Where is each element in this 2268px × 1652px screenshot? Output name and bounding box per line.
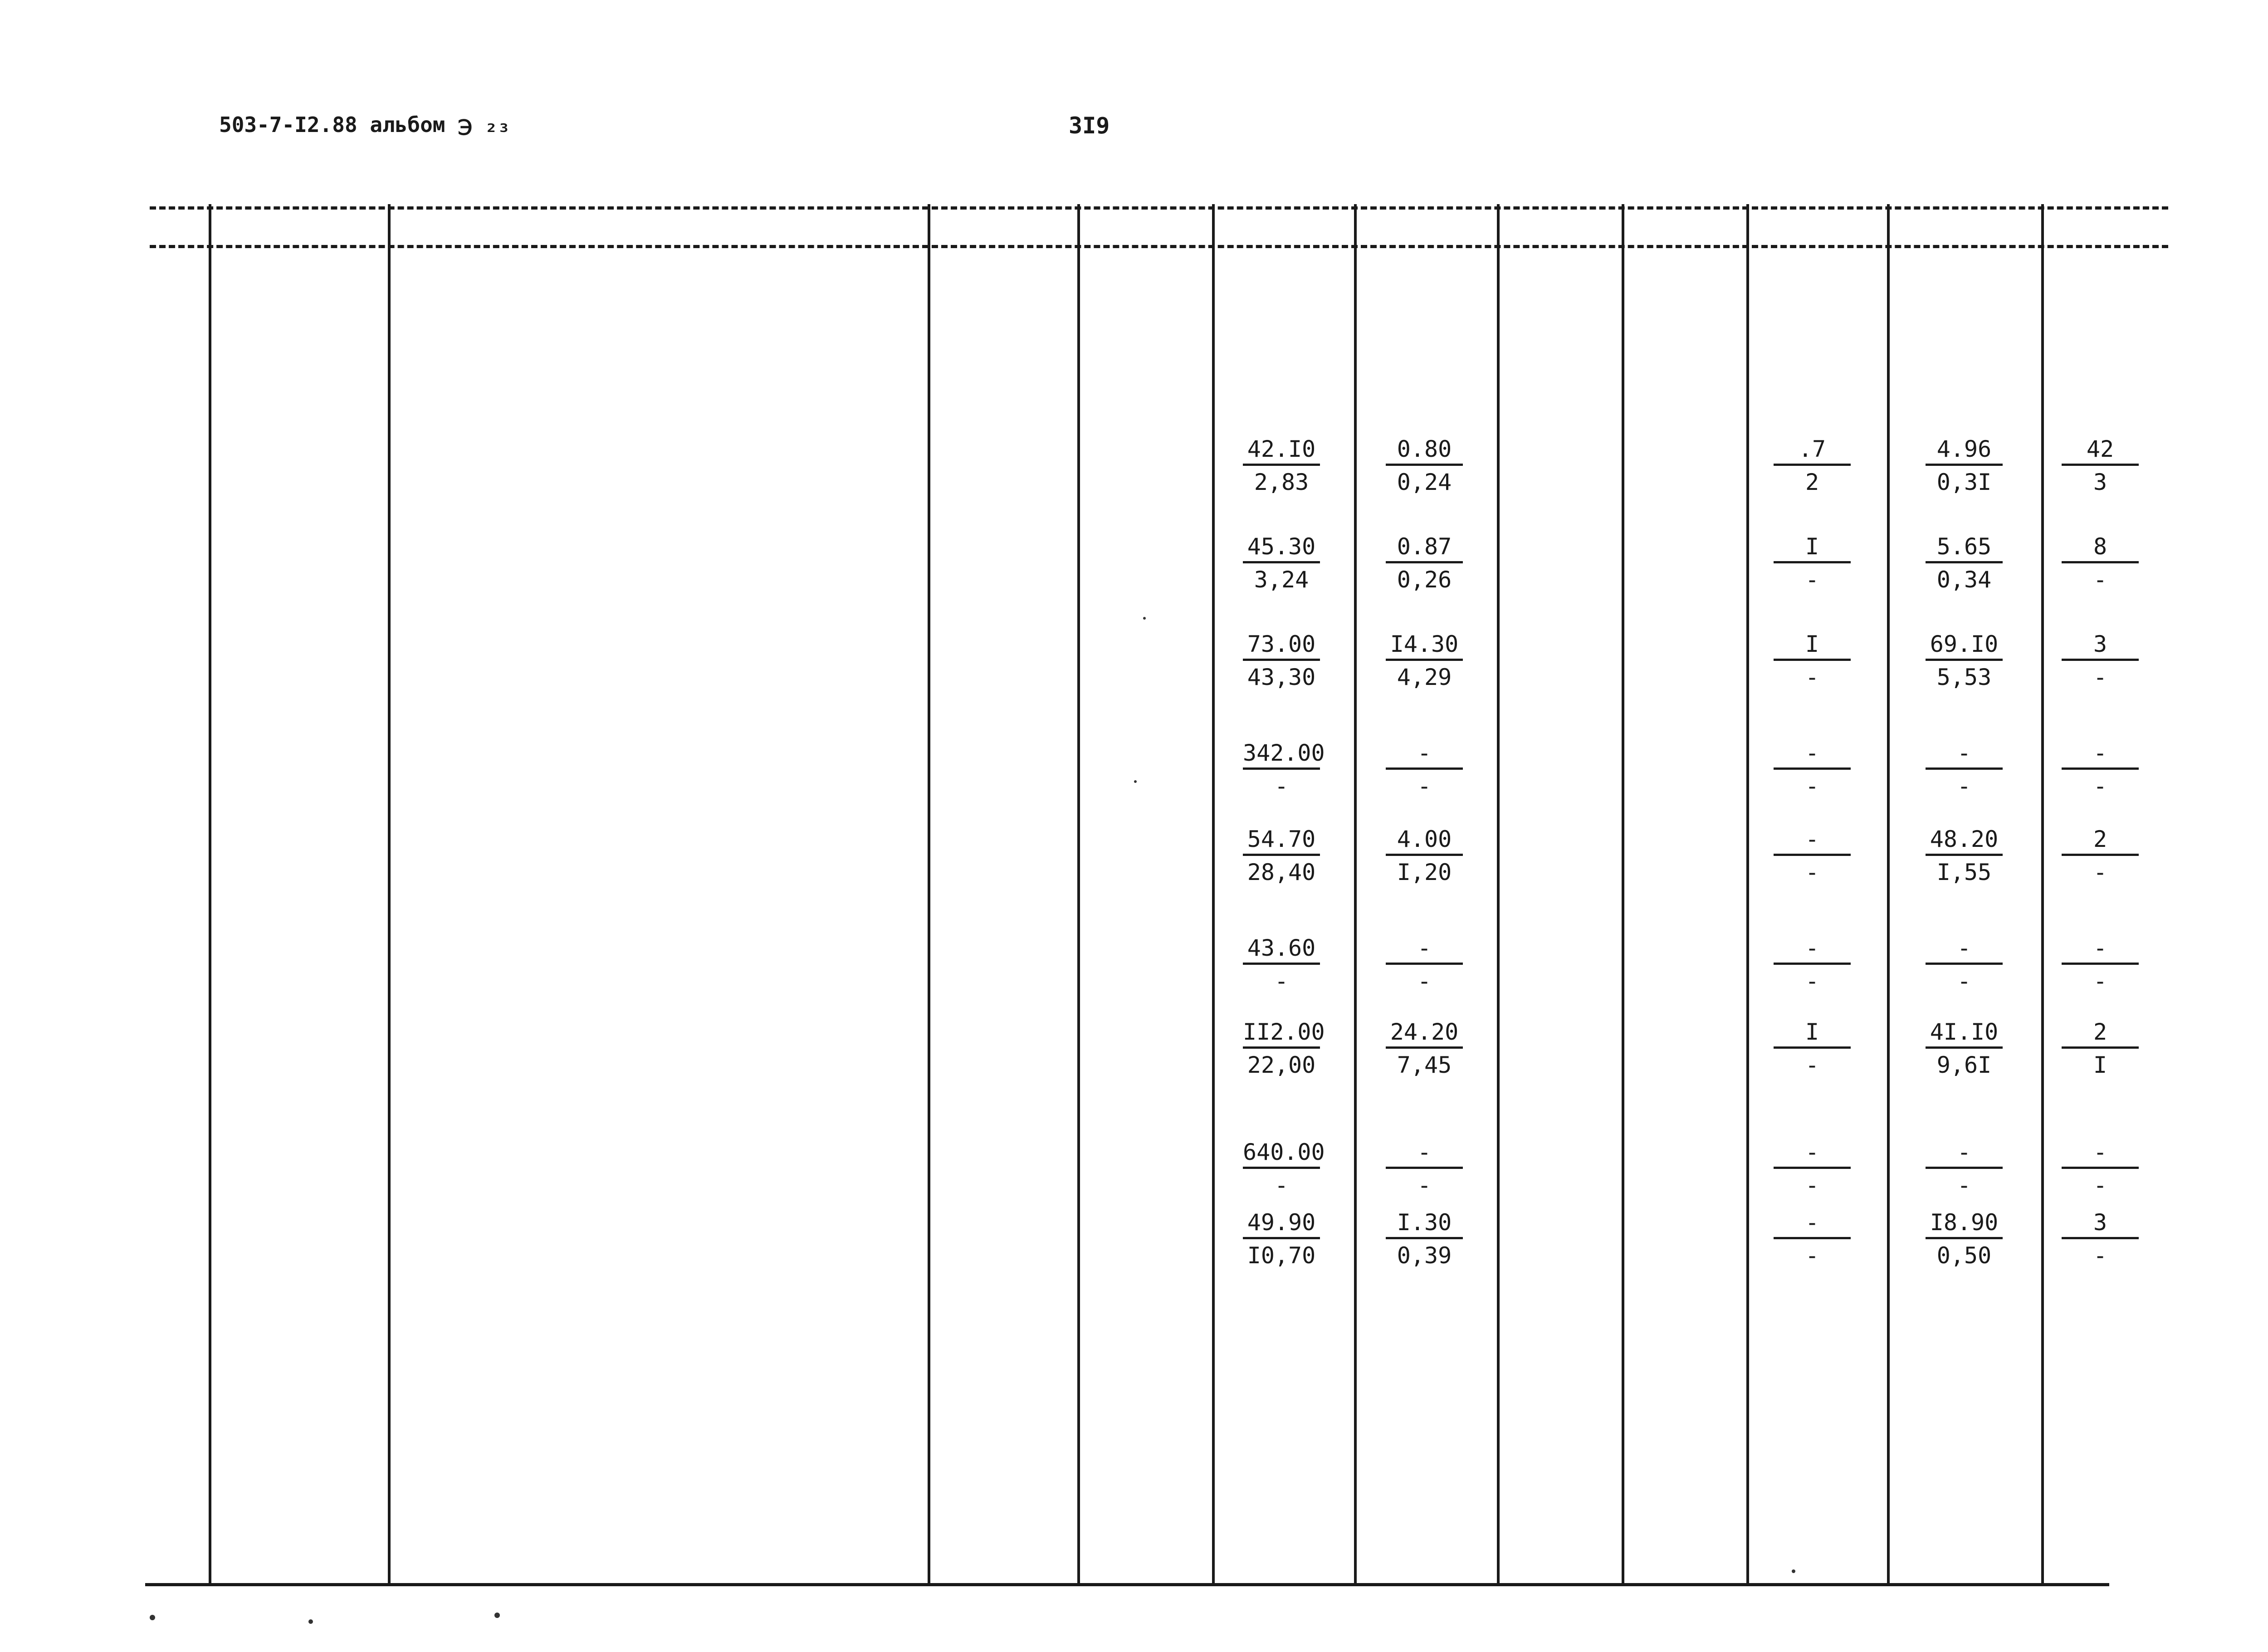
fraction-denominator: 0,39	[1397, 1242, 1452, 1269]
scan-speck	[1143, 617, 1146, 620]
column-header	[1406, 210, 1497, 241]
fraction-c12	[2062, 534, 2139, 593]
fraction-c6	[1243, 1019, 1325, 1079]
fraction-numerator: -	[1926, 740, 2003, 770]
fraction-denominator: 3	[2093, 469, 2107, 495]
fraction-numerator: 8	[2062, 534, 2139, 563]
fraction-denominator: I,55	[1936, 859, 1992, 885]
fraction-c6	[1243, 1210, 1320, 1269]
fraction-c10	[1774, 826, 1851, 886]
fraction-numerator: I	[1774, 1019, 1851, 1049]
fraction-denominator: -	[1957, 968, 1971, 994]
fraction-numerator: 24.20	[1386, 1019, 1463, 1049]
fraction-c7	[1386, 1210, 1463, 1269]
fraction-denominator: 4,29	[1397, 664, 1452, 690]
fraction-numerator: 45.30	[1243, 534, 1320, 563]
column-divider	[1497, 204, 1500, 1585]
fraction-numerator: -	[1386, 935, 1463, 965]
fraction-numerator: I	[1774, 534, 1851, 563]
fraction-numerator: -	[1926, 935, 2003, 965]
fraction-c7	[1386, 1139, 1463, 1199]
column-header	[1787, 210, 1878, 241]
fraction-numerator: -	[1774, 935, 1851, 965]
fraction-denominator: 2,83	[1254, 469, 1309, 495]
fraction-c12	[2062, 436, 2139, 496]
fraction-denominator: -	[1417, 773, 1432, 799]
fraction-c12	[2062, 935, 2139, 995]
fraction-numerator: I8.90	[1926, 1210, 2003, 1239]
fraction-numerator: -	[2062, 935, 2139, 965]
page-number: 3I9	[1069, 112, 1110, 139]
fraction-denominator: 28,40	[1247, 859, 1316, 885]
fraction-numerator: 2	[2062, 1019, 2139, 1049]
fraction-numerator: 3	[2062, 1210, 2139, 1239]
column-divider	[1622, 204, 1624, 1585]
fraction-c6	[1243, 740, 1325, 800]
fraction-denominator: 0,3I	[1936, 469, 1992, 495]
fraction-denominator: -	[1417, 968, 1432, 994]
table-bottom-rule	[145, 1583, 2109, 1586]
fraction-c7	[1386, 534, 1463, 593]
fraction-numerator: -	[1926, 1139, 2003, 1169]
fraction-denominator: -	[2093, 567, 2107, 593]
column-header	[134, 210, 225, 241]
fraction-c10	[1774, 534, 1851, 593]
column-divider	[1887, 204, 1890, 1585]
fraction-c11	[1926, 1139, 2003, 1199]
column-divider	[1212, 204, 1215, 1585]
scan-speck	[1792, 1569, 1795, 1573]
fraction-denominator: -	[1805, 567, 1819, 593]
header-top-rule	[150, 206, 2168, 210]
fraction-numerator: 4.00	[1386, 826, 1463, 856]
fraction-denominator: 43,30	[1247, 664, 1316, 690]
fraction-c11	[1926, 436, 2003, 496]
fraction-denominator: -	[1274, 773, 1289, 799]
fraction-numerator: 0.87	[1386, 534, 1463, 563]
fraction-c7	[1386, 740, 1463, 800]
scan-speck	[1134, 780, 1137, 783]
fraction-numerator: -	[1774, 1139, 1851, 1169]
fraction-c6	[1243, 631, 1320, 691]
column-divider	[388, 204, 391, 1585]
fraction-numerator: .7	[1774, 436, 1851, 466]
column-header	[998, 210, 1089, 241]
fraction-c12	[2062, 631, 2139, 691]
fraction-numerator: 54.70	[1243, 826, 1320, 856]
fraction-numerator: -	[1774, 826, 1851, 856]
fraction-c6	[1243, 826, 1320, 886]
fraction-c12	[2062, 740, 2139, 800]
fraction-denominator: -	[1274, 968, 1289, 994]
fraction-c7	[1386, 826, 1463, 886]
fraction-denominator: -	[1957, 1172, 1971, 1198]
fraction-c12	[2062, 1210, 2139, 1269]
column-header	[1542, 210, 1633, 241]
fraction-c11	[1926, 740, 2003, 800]
fraction-numerator: -	[2062, 1139, 2139, 1169]
fraction-denominator: 3,24	[1254, 567, 1309, 593]
fraction-c6	[1243, 436, 1320, 496]
fraction-denominator: 0,34	[1936, 567, 1992, 593]
fraction-numerator: 49.90	[1243, 1210, 1320, 1239]
column-divider	[209, 204, 211, 1585]
fraction-denominator: -	[2093, 859, 2107, 885]
fraction-numerator: 2	[2062, 826, 2139, 856]
column-divider	[1077, 204, 1080, 1585]
fraction-numerator: 48.20	[1926, 826, 2003, 856]
header-bottom-rule	[150, 245, 2168, 248]
fraction-numerator: -	[2062, 740, 2139, 770]
fraction-denominator: -	[1805, 664, 1819, 690]
fraction-denominator: -	[1805, 968, 1819, 994]
fraction-c12	[2062, 826, 2139, 886]
fraction-c12	[2062, 1019, 2139, 1079]
fraction-numerator: I	[1774, 631, 1851, 661]
fraction-numerator: 43.60	[1243, 935, 1320, 965]
fraction-numerator: 73.00	[1243, 631, 1320, 661]
fraction-denominator: -	[2093, 773, 2107, 799]
column-header	[290, 210, 381, 241]
fraction-numerator: 342.00	[1243, 740, 1320, 770]
fraction-c11	[1926, 1210, 2003, 1269]
column-header	[1134, 210, 1225, 241]
fraction-c10	[1774, 1139, 1851, 1199]
column-header	[1261, 210, 1352, 241]
scan-speck	[494, 1613, 500, 1618]
column-divider	[2041, 204, 2044, 1585]
fraction-numerator: II2.00	[1243, 1019, 1320, 1049]
fraction-c10	[1774, 935, 1851, 995]
fraction-denominator: -	[1274, 1172, 1289, 1198]
column-divider	[1746, 204, 1749, 1585]
fraction-denominator: -	[1417, 1172, 1432, 1198]
scan-speck	[308, 1619, 313, 1624]
fraction-c7	[1386, 436, 1463, 496]
fraction-c10	[1774, 436, 1851, 496]
fraction-denominator: 9,6I	[1936, 1052, 1992, 1078]
column-divider	[928, 204, 930, 1585]
fraction-c6	[1243, 935, 1320, 995]
fraction-numerator: 42	[2062, 436, 2139, 466]
fraction-denominator: -	[1805, 1172, 1819, 1198]
fraction-c12	[2062, 1139, 2139, 1199]
fraction-c7	[1386, 1019, 1463, 1079]
column-header	[2028, 210, 2118, 241]
fraction-numerator: -	[1774, 1210, 1851, 1239]
column-header	[1896, 210, 1987, 241]
fraction-denominator: -	[2093, 1242, 2107, 1269]
scan-speck	[150, 1615, 155, 1620]
fraction-numerator: 5.65	[1926, 534, 2003, 563]
fraction-c10	[1774, 631, 1851, 691]
fraction-denominator: -	[2093, 968, 2107, 994]
fraction-c6	[1243, 534, 1320, 593]
fraction-numerator: -	[1774, 740, 1851, 770]
fraction-numerator: 0.80	[1386, 436, 1463, 466]
fraction-c10	[1774, 1019, 1851, 1079]
fraction-c7	[1386, 631, 1463, 691]
fraction-numerator: 4I.I0	[1926, 1019, 2003, 1049]
page-header	[0, 0, 2268, 181]
fraction-denominator: I,20	[1397, 859, 1452, 885]
fraction-denominator: I0,70	[1247, 1242, 1316, 1269]
fraction-numerator: -	[1386, 1139, 1463, 1169]
fraction-denominator: 2	[1805, 469, 1819, 495]
fraction-denominator: 0,24	[1397, 469, 1452, 495]
fraction-c10	[1774, 740, 1851, 800]
fraction-denominator: -	[1805, 1242, 1819, 1269]
fraction-numerator: I4.30	[1386, 631, 1463, 661]
fraction-numerator: 3	[2062, 631, 2139, 661]
fraction-numerator: I.30	[1386, 1210, 1463, 1239]
fraction-c11	[1926, 534, 2003, 593]
fraction-denominator: 22,00	[1247, 1052, 1316, 1078]
fraction-c6	[1243, 1139, 1325, 1199]
fraction-denominator: -	[2093, 664, 2107, 690]
fraction-numerator: -	[1386, 740, 1463, 770]
fraction-denominator: -	[1805, 773, 1819, 799]
fraction-c11	[1926, 1019, 2003, 1079]
fraction-denominator: 0,26	[1397, 567, 1452, 593]
fraction-c10	[1774, 1210, 1851, 1269]
column-header	[1651, 210, 1742, 241]
fraction-numerator: 640.00	[1243, 1139, 1320, 1169]
fraction-denominator: 7,45	[1397, 1052, 1452, 1078]
fraction-denominator: I	[2093, 1052, 2107, 1078]
fraction-c11	[1926, 826, 2003, 886]
fraction-c11	[1926, 631, 2003, 691]
fraction-denominator: 5,53	[1936, 664, 1992, 690]
document-code: 503-7-I2.88 альбом ℈ ₂₃	[219, 112, 510, 137]
fraction-denominator: 0,50	[1936, 1242, 1992, 1269]
fraction-denominator: -	[2093, 1172, 2107, 1198]
column-divider	[1354, 204, 1357, 1585]
fraction-numerator: 42.I0	[1243, 436, 1320, 466]
fraction-denominator: -	[1957, 773, 1971, 799]
fraction-c7	[1386, 935, 1463, 995]
fraction-numerator: 4.96	[1926, 436, 2003, 466]
fraction-denominator: -	[1805, 859, 1819, 885]
fraction-denominator: -	[1805, 1052, 1819, 1078]
fraction-c11	[1926, 935, 2003, 995]
column-header	[671, 210, 762, 241]
fraction-numerator: 69.I0	[1926, 631, 2003, 661]
